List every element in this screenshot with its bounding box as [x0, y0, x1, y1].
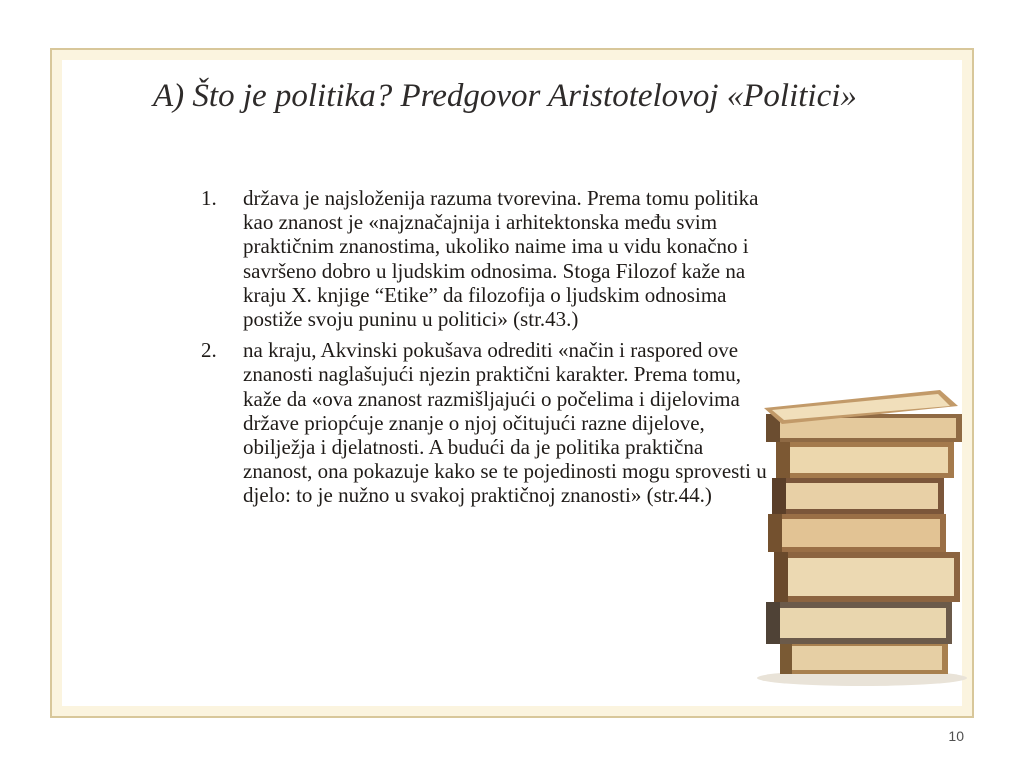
list-item [195, 338, 770, 507]
list-item [195, 186, 770, 331]
list-item-text: država je najsloženija razuma tvorevina. Prema tomu politika kao znanost je «najznačajnija i arhitektonska među svim praktičnim znanostima, ukoliko naime ima u vidu konačno i savršeno dobro u ljudskim odnosima. Stoga Filozof kaže na kraju X. knjige “Etike” da filozofija o ljudskim odnosima postiže svoju puninu u politici» (str.43.) [243, 186, 759, 332]
slide-number: 10 [948, 728, 964, 744]
list-item-number: 1. [201, 186, 217, 210]
stack-of-books-image [752, 380, 968, 690]
list-item-number: 2. [201, 338, 217, 363]
slide-title: A) Što je politika? Predgovor Aristotelovoj «Politici» [153, 78, 857, 114]
list-item-text: na kraju, Akvinski pokušava odrediti «način i raspored ove znanosti naglašujući njezin praktični karakter. Prema tomu, kaže da «ova znanost razmišljajući o počelima i dijelovima države priopćuje znanje o njoj očitujući razne dijelove, obilježja i djelatnosti. A budući da je politika praktična znanost, ona pokazuje kako se te pojedinosti mogu sprovesti u djelo: to je nužno u svakoj praktičnoj znanosti» (str.44.) [243, 338, 767, 508]
numbered-list [195, 186, 770, 515]
